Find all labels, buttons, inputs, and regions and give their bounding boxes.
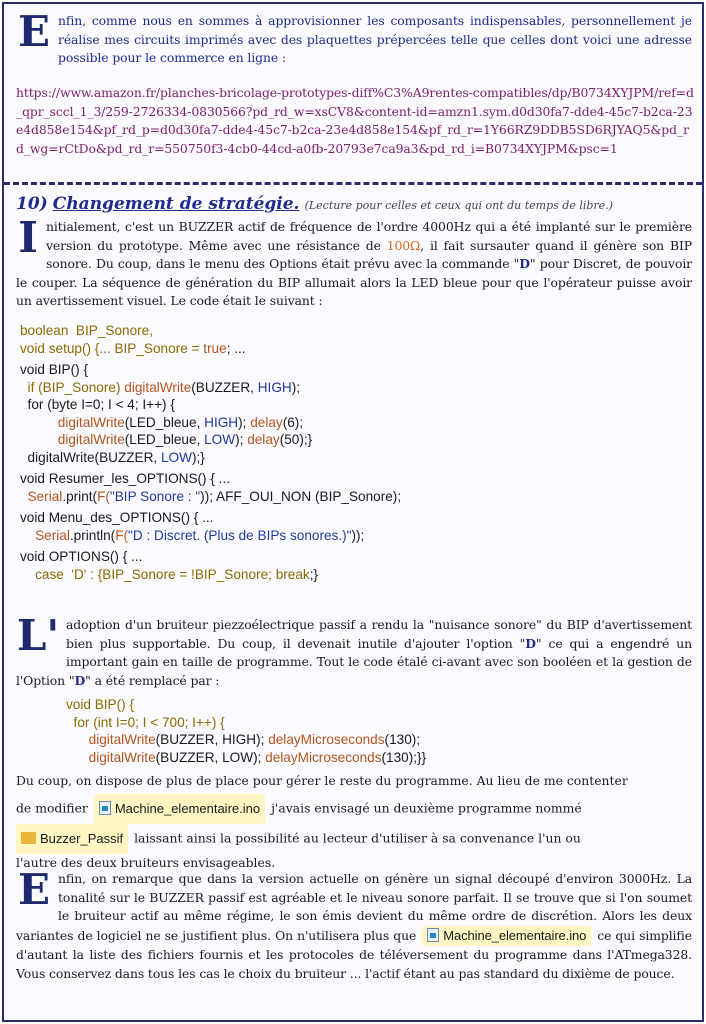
text-line: [16, 794, 694, 824]
code-token: (BUZZER, LOW);: [155, 749, 266, 765]
resistance-value: 100Ω: [386, 237, 421, 253]
p2-text-b: " ce qui a engendré un important gain en taille de programme. Tout le code étalé ci-avant avec son booléen et la gestion de l'Option ": [16, 635, 692, 688]
code-token: F(: [97, 488, 110, 504]
code-token: LOW: [161, 449, 192, 465]
code-token: (130);}}: [381, 749, 427, 765]
p2-text-c: " a été remplacé par :: [85, 672, 220, 688]
code-token: ; ...: [226, 340, 246, 356]
code-token: "D : Discret. (Plus de BIPs sonores.)": [128, 527, 352, 543]
code-token: );}: [191, 449, 205, 465]
p1-text-b: , il fait sursauter quand il génère son BIP sonore. Du coup, dans le menu des Options était prévu avec la commande ": [46, 237, 692, 271]
file-name: Machine_elementaire.ino: [114, 801, 261, 816]
code-token: (130);: [384, 732, 421, 747]
amazon-link[interactable]: https://www.amazon.fr/planches-bricolage-prototypes-diff%C3%A9rentes-compatibles/dp/B0734XYJPM/ref=d_qpr_sccl_1_3/259-2726334-0830566?pd_rd_w=xsCV8&content-id=amzn1.sym.d0d30fa7-dde4-45c7-b2ca-23e4d858e154&pf_rd_p=d0d30fa7-dde4-45c7-b2ca-23e4d858e154&pf_rd_r=1Y66RZ9DDB5SD6RJYAQ5&pd_rd_wg=rCtDo&pd_rd_r=550750f3-4cb0-44cd-a0fb-20793e7ca9a3&pd_rd_i=B0734XYJPM&psc=1: [16, 85, 694, 156]
p4-text-a: nfin, on remarque que dans la version actuelle on génère un signal découpé d'environ 3000Hz. La tonalité sur le BUZZER passif est agréable et le niveau sonore parfait. Il se trouve que si l'on soumet le bruiteur actif au même régime, le son émis devient du même ordre de discrétion. Alors les deux variantes de logiciel ne se justifient plus. On n'utilisera plus que: [16, 871, 692, 943]
option-d: D: [519, 256, 530, 271]
section-heading: [16, 194, 696, 214]
document-page: [2, 2, 704, 1022]
intro-paragraph: [16, 7, 692, 68]
code-block-new: [66, 696, 426, 766]
code-token: LOW: [204, 432, 236, 447]
section-number: 10): [16, 194, 48, 214]
code-token: (LED_bleue,: [124, 414, 205, 430]
code-token: Serial: [20, 527, 70, 543]
p4-text-b: ce qui simplifie d'autant la liste des fichiers fournis et les protocoles de téléversement du programme dans l'ATmega328. Vous conservez dans tous les cas le choix du bruiteur ... l'actif étant au pas standard du dixième de pouce.: [16, 927, 693, 981]
intro-text: nfin, comme nous en sommes à approvisionner les composants indispensables, personnellement je réalise mes circuits imprimés avec des plaquettes prépercées telle que celles dont voici une adresse possible pour le commerce en ligne :: [58, 13, 692, 65]
code-token: .println(: [69, 527, 116, 543]
code-token: case 'D' : {BIP_Sonore = !BIP_Sonore;: [20, 566, 276, 582]
code-line: void setup() {... BIP_Sonore =: [20, 340, 204, 356]
code-line: void BIP() {: [66, 697, 134, 712]
folder-link-buzzer-passif[interactable]: [16, 824, 128, 854]
dashed-separator: [4, 182, 702, 185]
ino-file-icon: [427, 928, 439, 942]
code-token: (BUZZER,: [191, 379, 258, 395]
code-token: delayMicroseconds: [268, 732, 385, 747]
drop-cap-i: I: [18, 213, 38, 262]
code-block-old: [20, 322, 401, 583]
paragraph-initialement: [16, 213, 693, 311]
code-token: delay: [247, 432, 280, 447]
drop-cap-e: E: [18, 865, 50, 914]
paragraph-enfin: [16, 865, 693, 983]
code-token: delayMicroseconds: [265, 749, 382, 765]
code-token: break: [275, 566, 310, 582]
folder-icon: [21, 832, 36, 844]
text-fragment: j'avais envisagé un deuxième programme nommé: [271, 800, 582, 816]
code-token: digitalWrite: [66, 749, 156, 765]
file-name: Buzzer_Passif: [40, 831, 124, 846]
code-token: );: [235, 432, 248, 447]
text-line: [16, 824, 694, 854]
text-fragment: laissant ainsi la possibilité au lecteur d'utiliser à sa convenance l'un ou: [134, 830, 581, 846]
code-token: digitalWrite: [66, 732, 156, 747]
code-token: "BIP Sonore : ": [109, 488, 201, 504]
paragraph-adoption: [16, 611, 692, 690]
code-token: ));: [351, 527, 365, 543]
code-token: (50);}: [279, 432, 313, 447]
option-d: D: [525, 635, 536, 651]
code-line: void OPTIONS() { ...: [20, 549, 143, 564]
p2-text-a: adoption d'un bruiteur piezzoélectrique passif a rendu la "nuisance sonore" du BIP d'avertissement bien plus supportable. Du coup, il devenait inutile d'ajouter l'option ": [66, 617, 692, 651]
ino-file-icon: [99, 801, 111, 815]
file-name: Machine_elementaire.ino: [443, 927, 587, 943]
section-note: (Lecture pour celles et ceux qui ont du temps de libre.): [304, 199, 613, 212]
code-token: )); AFF_OUI_NON (BIP_Sonore);: [200, 488, 402, 504]
text-line: l'autre des deux bruiteurs envisageables.: [16, 855, 276, 870]
code-token: true: [203, 340, 227, 356]
file-link-machine-elementaire[interactable]: [94, 794, 265, 824]
code-line: void Resumer_les_OPTIONS() { ...: [20, 471, 231, 486]
code-token: digitalWrite: [124, 379, 192, 395]
code-token: delay: [250, 414, 283, 430]
code-token: (6);: [282, 414, 304, 430]
code-token: );: [238, 414, 251, 430]
code-token: F(: [115, 527, 129, 543]
drop-cap-e: E: [18, 7, 50, 56]
code-token: (BUZZER, HIGH);: [155, 732, 269, 747]
code-token: .print(: [62, 488, 98, 504]
paragraph-du-coup: [16, 772, 694, 872]
drop-cap-l: L': [16, 611, 60, 660]
code-token: digitalWrite: [20, 414, 125, 430]
section-title: Changement de stratégie.: [52, 194, 300, 214]
code-token: );: [291, 379, 301, 395]
text-line: Du coup, on dispose de plus de place pour gérer le reste du programme. Au lieu de me contenter: [16, 773, 628, 788]
code-token: HIGH: [204, 414, 239, 430]
code-line: void BIP() {: [20, 362, 88, 377]
text-fragment: de modifier: [16, 800, 88, 816]
p1-text-c: " pour Discret, de pouvoir le couper. La séquence de génération du BIP allumait alors la LED bleue pour que l'opérateur puisse avoir un avertissement visuel. Le code était le suivant :: [16, 256, 693, 308]
code-token: (LED_bleue,: [124, 432, 205, 447]
code-token: digitalWrite(BUZZER,: [20, 449, 161, 465]
code-token: HIGH: [257, 379, 292, 395]
code-token: Serial: [20, 488, 63, 504]
code-token: ;}: [309, 566, 319, 582]
code-token: if (BIP_Sonore): [20, 379, 125, 395]
p1-text-a: nitialement, c'est un BUZZER actif de fréquence de l'ordre 4000Hz qui a été implanté sur le première version du prototype. Même avec une résistance de: [46, 219, 692, 253]
code-line: boolean BIP_Sonore,: [20, 323, 154, 338]
code-line: void Menu_des_OPTIONS() { ...: [20, 510, 214, 525]
file-link-machine-elementaire[interactable]: [422, 926, 591, 947]
code-token: digitalWrite: [20, 432, 125, 447]
code-line: for (byte I=0; I < 4; I++) {: [20, 397, 175, 412]
option-d: D: [74, 672, 86, 688]
code-line: for (int I=0; I < 700; I++) {: [66, 714, 225, 730]
